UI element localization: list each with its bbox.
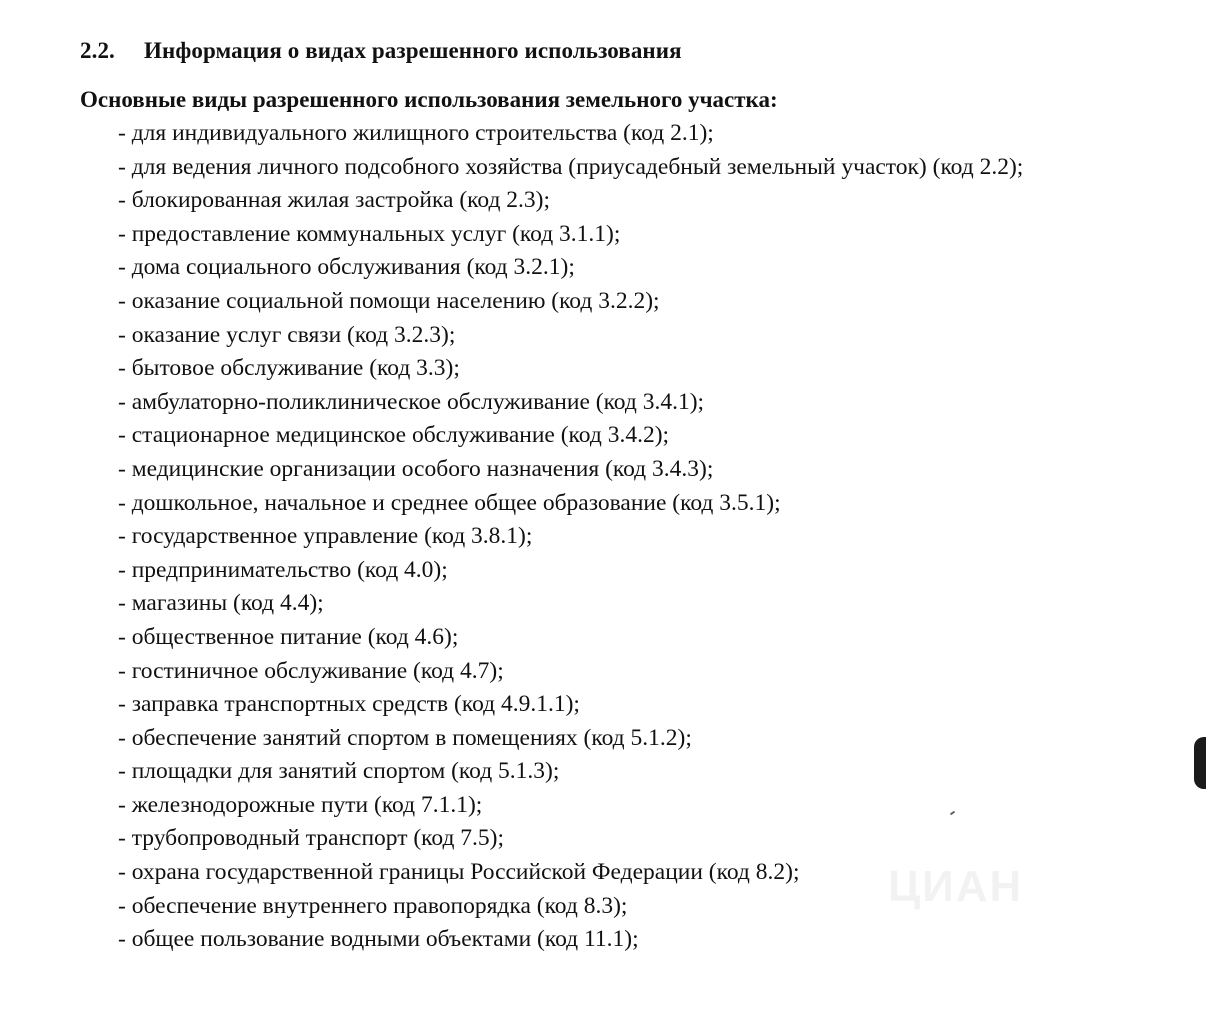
section-title: Информация о видах разрешенного использования <box>144 38 682 63</box>
section-number: 2.2. <box>80 38 115 63</box>
watermark-logo: ЦИАН <box>888 862 1024 911</box>
list-item: - общественное питание (код 4.6); <box>118 623 459 650</box>
list-item: - дошкольное, начальное и среднее общее образование (код 3.5.1); <box>118 489 781 516</box>
main-uses-heading: Основные виды разрешенного использования земельного участка: <box>80 87 778 112</box>
list-item: - бытовое обслуживание (код 3.3); <box>118 355 460 382</box>
list-item: - оказание социальной помощи населению (код 3.2.2); <box>118 287 660 314</box>
list-item: - общее пользование водными объектами (код 11.1); <box>118 926 639 953</box>
list-item: - оказание услуг связи (код 3.2.3); <box>118 321 456 348</box>
list-item: - для индивидуального жилищного строительства (код 2.1); <box>118 120 714 146</box>
list-item: - блокированная жилая застройка (код 2.3); <box>118 187 551 214</box>
list-item: - железнодорожные пути (код 7.1.1); <box>118 791 483 818</box>
list-item: - площадки для занятий спортом (код 5.1.3); <box>118 758 560 785</box>
list-item: - государственное управление (код 3.8.1); <box>118 523 533 550</box>
list-item: - заправка транспортных средств (код 4.9.1.1); <box>118 691 580 718</box>
list-item: - предоставление коммунальных услуг (код 3.1.1); <box>118 220 621 247</box>
list-item: - предпринимательство (код 4.0); <box>118 556 448 583</box>
list-item: - дома социального обслуживания (код 3.2.1); <box>118 254 575 281</box>
list-item: - гостиничное обслуживание (код 4.7); <box>118 657 504 684</box>
main-uses-list <box>118 117 1078 957</box>
list-item: - амбулаторно-поликлиническое обслуживание (код 3.4.1); <box>118 388 705 415</box>
scan-edge-mark <box>1194 737 1206 789</box>
list-item: - трубопроводный транспорт (код 7.5); <box>118 825 505 852</box>
list-item: - магазины (код 4.4); <box>118 590 324 617</box>
list-item: - для ведения личного подсобного хозяйства (приусадебный земельный участок) (код 2.2); <box>118 153 1024 180</box>
section-heading <box>80 38 682 64</box>
list-item: - обеспечение внутреннего правопорядка (код 8.3); <box>118 892 628 919</box>
list-item: - охрана государственной границы Российской Федерации (код 8.2); <box>118 859 800 886</box>
list-item: - обеспечение занятий спортом в помещениях (код 5.1.2); <box>118 724 692 751</box>
list-item: - стационарное медицинское обслуживание (код 3.4.2); <box>118 422 670 449</box>
list-item: - медицинские организации особого назначения (код 3.4.3); <box>118 455 714 482</box>
